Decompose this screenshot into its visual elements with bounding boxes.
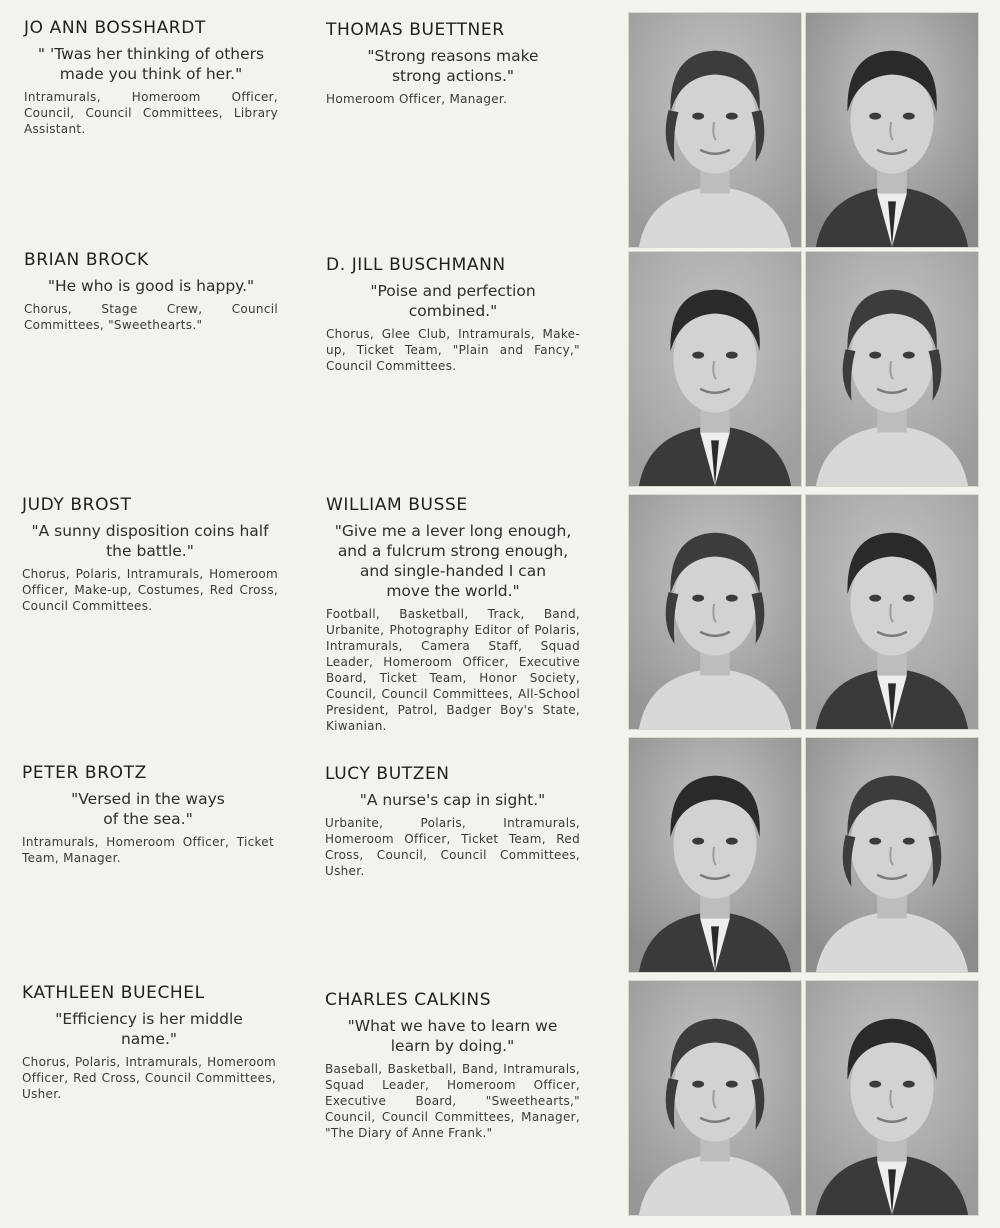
student-activities: Chorus, Polaris, Intramurals, Homeroom Officer, Red Cross, Council Committees, Usher. — [22, 1055, 276, 1101]
portrait-photo-icon — [628, 737, 802, 973]
portrait-photo-icon — [628, 494, 802, 730]
quote-line: " 'Twas her thinking of others — [37, 45, 265, 63]
portrait-photo-icon — [805, 251, 979, 487]
student-activities: Football, Basketball, Track, Band, Urbanite, Photography Editor of Polaris, Intramurals, Camera Staff, Squad Leader, Homeroom Officer, Executive Board, Ticket Team, Honor Society, Council, Council Committees, All-School President, Patrol, Badger Boy's State, Kiwanian. — [326, 607, 580, 733]
student-activities: Chorus, Stage Crew, Council Committees, "Sweethearts." — [24, 302, 278, 332]
student-quote — [22, 789, 274, 829]
portrait-photo-icon — [628, 980, 802, 1216]
student-entry — [24, 250, 278, 333]
quote-line: "Give me a lever long enough, — [334, 522, 572, 540]
student-quote — [325, 1016, 580, 1056]
student-activities: Intramurals, Homeroom Officer, Ticket Team, Manager. — [22, 835, 274, 865]
quote-line: "Poise and perfection — [370, 282, 536, 300]
quote-line: the battle." — [106, 542, 194, 560]
student-quote — [22, 1009, 276, 1049]
student-quote — [22, 521, 278, 561]
quote-line: "He who is good is happy." — [47, 277, 255, 295]
student-entry — [325, 764, 580, 879]
student-entry — [22, 495, 278, 614]
quote-line: "Versed in the ways — [71, 790, 225, 808]
quote-line: "Strong reasons make — [367, 47, 539, 65]
quote-line: "Efficiency is her middle — [55, 1010, 243, 1028]
quote-line: of the sea." — [103, 810, 193, 828]
student-activities: Homeroom Officer, Manager. — [326, 92, 508, 106]
student-entry — [325, 990, 580, 1141]
student-name: CHARLES CALKINS — [325, 990, 492, 1010]
quote-line: and single-handed I can — [359, 562, 547, 580]
student-quote — [24, 44, 278, 84]
quote-line: "A sunny disposition coins half — [31, 522, 269, 540]
student-entry — [326, 495, 580, 734]
student-activities: Urbanite, Polaris, Intramurals, Homeroom Officer, Ticket Team, Red Cross, Council, Council Committees, Usher. — [325, 816, 580, 878]
student-name: PETER BROTZ — [22, 763, 147, 783]
student-entry — [22, 983, 276, 1102]
quote-line: strong actions." — [391, 67, 515, 85]
portrait-photo-icon — [805, 12, 979, 248]
quote-line: learn by doing." — [390, 1037, 515, 1055]
student-name: JO ANN BOSSHARDT — [24, 18, 206, 38]
portrait-photo-icon — [628, 251, 802, 487]
student-name: D. JILL BUSCHMANN — [326, 255, 506, 275]
student-entry — [24, 18, 278, 137]
student-activities: Intramurals, Homeroom Officer, Council, Council Committees, Library Assistant. — [24, 90, 278, 136]
student-name: BRIAN BROCK — [24, 250, 149, 270]
student-name: JUDY BROST — [22, 495, 132, 515]
student-quote — [326, 521, 580, 601]
quote-line: and a fulcrum strong enough, — [337, 542, 569, 560]
student-entry — [326, 255, 580, 374]
quote-line: made you think of her." — [59, 65, 243, 83]
portrait-photo-icon — [805, 494, 979, 730]
portrait-photo-icon — [628, 12, 802, 248]
portrait-photo-icon — [805, 737, 979, 973]
quote-line: "What we have to learn we — [347, 1017, 558, 1035]
student-name: THOMAS BUETTNER — [326, 20, 505, 40]
student-entry — [22, 763, 274, 866]
student-quote — [24, 276, 278, 296]
student-name: KATHLEEN BUECHEL — [22, 983, 205, 1003]
student-quote — [326, 281, 580, 321]
quote-line: move the world." — [386, 582, 520, 600]
student-activities: Chorus, Glee Club, Intramurals, Make-up, Ticket Team, "Plain and Fancy," Council Committees. — [326, 327, 580, 373]
student-activities: Baseball, Basketball, Band, Intramurals, Squad Leader, Homeroom Officer, Executive Board, "Sweethearts," Council, Council Committees, Manager, "The Diary of Anne Frank." — [325, 1062, 580, 1140]
student-activities: Chorus, Polaris, Intramurals, Homeroom Officer, Make-up, Costumes, Red Cross, Council Committees. — [22, 567, 278, 613]
student-quote — [325, 790, 580, 810]
student-name: WILLIAM BUSSE — [326, 495, 468, 515]
quote-line: "A nurse's cap in sight." — [359, 791, 546, 809]
student-quote — [326, 46, 580, 86]
quote-line: combined." — [408, 302, 498, 320]
student-entry — [326, 20, 580, 107]
quote-line: name." — [120, 1030, 177, 1048]
portrait-photo-icon — [805, 980, 979, 1216]
student-name: LUCY BUTZEN — [325, 764, 450, 784]
